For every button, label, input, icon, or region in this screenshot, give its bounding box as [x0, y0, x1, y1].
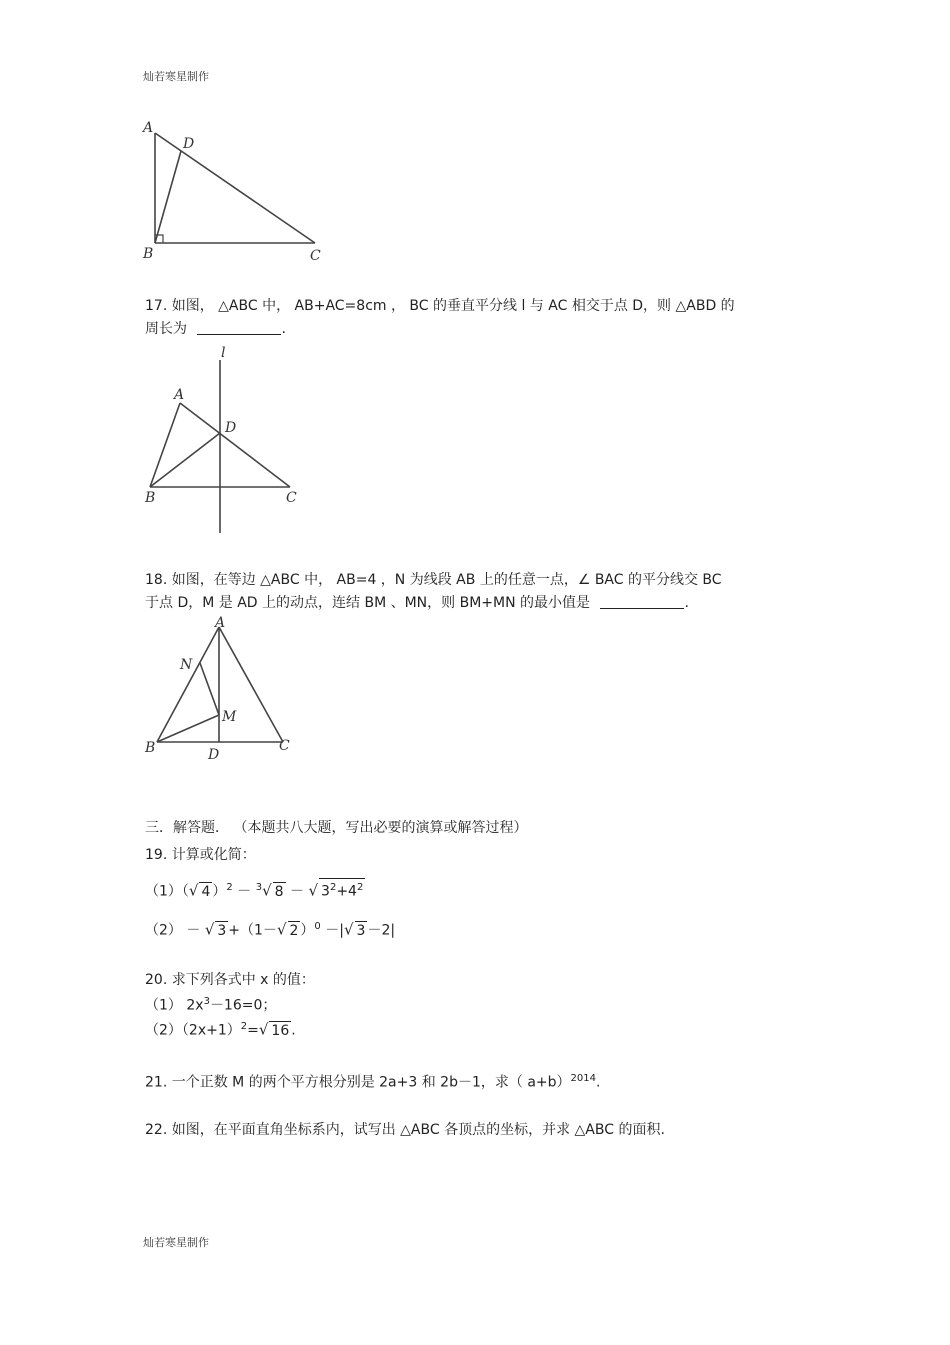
label-d: D	[225, 420, 237, 436]
q17-line2	[145, 320, 286, 338]
q18-line2	[145, 594, 689, 612]
sqrt-icon: √	[188, 881, 199, 900]
minus-sign: －	[237, 883, 252, 900]
radicand: 16	[271, 1022, 290, 1039]
q19-part1: （1）（√ 4 ）$^2$ － $^3$√ 8 － √ $3^2+4^2$	[145, 878, 365, 901]
figure-equilateral-triangle	[140, 615, 310, 765]
q22-text: 22. 如图，在平面直角坐标系内，试写出 △ABC 各顶点的坐标，并求 △ABC 的面积.	[145, 1122, 665, 1138]
sqrt-icon: √	[308, 881, 319, 900]
radicand: 2	[289, 922, 299, 939]
sqrt-icon: √	[262, 881, 272, 900]
label-b: B	[145, 490, 156, 506]
radicand: 3	[356, 922, 366, 939]
exponent: 0	[314, 921, 321, 932]
q17-line2-text: 周长为	[145, 321, 187, 337]
q20-p1-post: －16=0；	[209, 997, 277, 1014]
sqrt-icon: √	[276, 920, 287, 939]
figure-right-triangle	[140, 118, 340, 268]
label-c: C	[279, 738, 290, 754]
q21-end: .	[595, 1074, 601, 1091]
exponent: 2	[240, 1021, 248, 1032]
label-a: A	[143, 120, 154, 136]
radicand-group	[319, 878, 365, 901]
exponent: 3	[203, 996, 210, 1007]
q20-p1-pre: （1） 2x	[145, 997, 204, 1014]
section-3-heading: 三．解答题． （本题共八大题，写出必要的演算或解答过程）	[145, 820, 528, 836]
q19-p2-mid: +（1－	[228, 922, 277, 939]
minus-sign: －	[290, 883, 304, 900]
radicand: 8	[274, 883, 284, 900]
sqrt-icon: √	[204, 920, 215, 939]
label-b: B	[143, 246, 154, 262]
base: 3	[321, 883, 330, 900]
label-a: A	[215, 615, 226, 631]
label-c: C	[310, 248, 321, 264]
label-c: C	[286, 490, 297, 506]
figure-perpendicular-bisector	[140, 345, 320, 540]
exponent: 2	[329, 882, 337, 893]
q20-p2-pre: （2）（2x+1）	[145, 1022, 241, 1039]
q21-text	[145, 1070, 600, 1092]
base: 4	[348, 883, 357, 900]
segment-mn	[200, 663, 219, 715]
q20-title: 20. 求下列各式中 x 的值：	[145, 972, 315, 988]
q18-line1: 18. 如图，在等边 △ABC 中， AB=4 ，N 为线段 AB 上的任意一点，∠ BAC 的平分线交 BC	[145, 572, 722, 588]
q19-p2-label: （2） －	[145, 922, 201, 939]
segment-ab	[150, 403, 180, 487]
segment-bd	[150, 433, 220, 487]
label-n: N	[180, 657, 193, 673]
q19-title: 19. 计算或化简：	[145, 847, 256, 863]
radicand: 4	[201, 883, 211, 900]
exponent: 2	[356, 882, 364, 893]
segment-ac	[155, 133, 315, 243]
q17-end: .	[281, 321, 286, 337]
label-b: B	[145, 740, 156, 756]
exponent: 2	[226, 882, 233, 893]
q19-p2-tail: －2|	[367, 922, 396, 939]
q18-end: .	[684, 595, 689, 611]
root-index: 3	[255, 882, 263, 893]
plus-sign: +	[336, 883, 349, 900]
sqrt-icon: √	[343, 920, 354, 939]
label-m: M	[222, 709, 237, 725]
label-l: l	[221, 345, 226, 361]
equals-sign: =	[247, 1022, 259, 1039]
page-header: 灿若寒星制作	[143, 70, 209, 83]
q20-part1	[145, 993, 276, 1015]
close-paren: ）	[300, 922, 315, 939]
label-d: D	[183, 136, 195, 152]
q18-line2-text: 于点 D，M 是 AD 上的动点，连结 BM 、MN，则 BM+MN 的最小值是	[145, 595, 591, 611]
q21-body: 21. 一个正数 M 的两个平方根分别是 2a+3 和 2b－1，求（ a+b）	[145, 1074, 571, 1091]
q20-p2-end: .	[291, 1022, 296, 1039]
label-d: D	[208, 747, 220, 763]
q17-line1: 17. 如图， △ABC 中， AB+AC=8cm ， BC 的垂直平分线 l 与 AC 相交于点 D，则 △ABD 的	[145, 298, 735, 314]
answer-blank	[197, 320, 281, 335]
segment-bm	[157, 715, 219, 742]
label-a: A	[174, 387, 185, 403]
q19-part2	[145, 918, 395, 940]
answer-blank	[600, 594, 684, 609]
exponent: 2014	[570, 1073, 596, 1084]
page-footer: 灿若寒星制作	[143, 1236, 209, 1249]
segment-ab	[157, 627, 219, 742]
sqrt-icon: √	[258, 1020, 269, 1039]
radicand: 3	[217, 922, 227, 939]
q20-part2	[145, 1018, 296, 1040]
minus-abs: －|	[325, 922, 344, 939]
q19-p1-label: （1）（	[145, 883, 189, 900]
segment-ac	[180, 403, 290, 487]
segment-bd	[155, 151, 181, 243]
